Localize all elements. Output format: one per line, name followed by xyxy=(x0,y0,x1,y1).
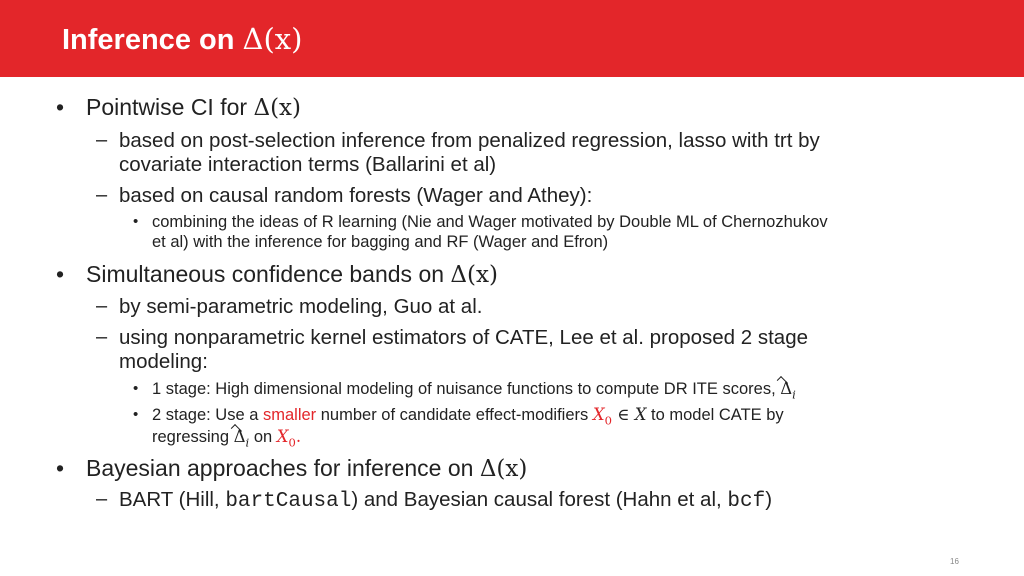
dash-bullet-icon: – xyxy=(96,326,108,348)
slide-title-text: Inference on xyxy=(62,24,243,56)
sub-sub-item-r-learning: combining the ideas of R learning (Nie and Wager motivated by Double ML of Chernozhukov xyxy=(152,213,828,231)
sub-sub-item-stage-2: 2 stage: Use a smaller number of candidate effect-modifiers $X_0$ ∈ X to model CATE by xyxy=(152,405,784,428)
code-bcf: bcf xyxy=(727,490,766,513)
dash-bullet-icon: – xyxy=(96,184,108,206)
sub-item-post-selection: based on post-selection inference from penalized regression, lasso with trt by xyxy=(119,129,820,152)
dash-bullet-icon: – xyxy=(96,129,108,151)
bullet-dot-icon: • xyxy=(56,261,65,287)
sub-item-bart: BART (Hill, bartCausal) and Bayesian causal forest (Hahn et al, bcf) xyxy=(119,488,773,513)
sub-item-post-selection-cont: covariate interaction terms (Ballarini et al) xyxy=(119,153,497,176)
dash-bullet-icon: – xyxy=(96,488,108,510)
small-bullet-icon: • xyxy=(133,213,139,230)
sub-item-semi-parametric: by semi-parametric modeling, Guo at al. xyxy=(119,295,483,318)
sub-sub-item-stage-1: 1 stage: High dimensional modeling of nuisance functions to compute DR ITE scores, $\Delta_i$ xyxy=(152,379,796,402)
small-bullet-icon: • xyxy=(133,380,139,397)
sub-item-causal-forests: based on causal random forests (Wager and Athey): xyxy=(119,184,593,207)
page-number: 16 xyxy=(950,557,959,566)
delta-x-math: Δ(x) xyxy=(242,22,303,56)
dash-bullet-icon: – xyxy=(96,295,108,317)
small-bullet-icon: • xyxy=(133,406,139,423)
bullet-bayesian: Bayesian approaches for inference on Δ(x) xyxy=(86,455,528,482)
sub-sub-item-r-learning-cont: et al) with the inference for bagging and RF (Wager and Efron) xyxy=(152,233,609,251)
sub-sub-item-stage-2-cont: regressing $\Delta_i$ on $X_0$. xyxy=(152,427,302,450)
code-bartcausal: bartCausal xyxy=(225,490,352,513)
sub-item-kernel-estimators: using nonparametric kernel estimators of CATE, Lee et al. proposed 2 stage xyxy=(119,326,809,349)
bullet-dot-icon: • xyxy=(56,455,65,481)
sub-item-kernel-estimators-cont: modeling: xyxy=(119,350,208,373)
bullet-pointwise-ci: Pointwise CI for Δ(x) xyxy=(86,94,301,121)
bullet-dot-icon: • xyxy=(56,94,65,120)
bullet-simultaneous-bands: Simultaneous confidence bands on Δ(x) xyxy=(86,261,498,288)
